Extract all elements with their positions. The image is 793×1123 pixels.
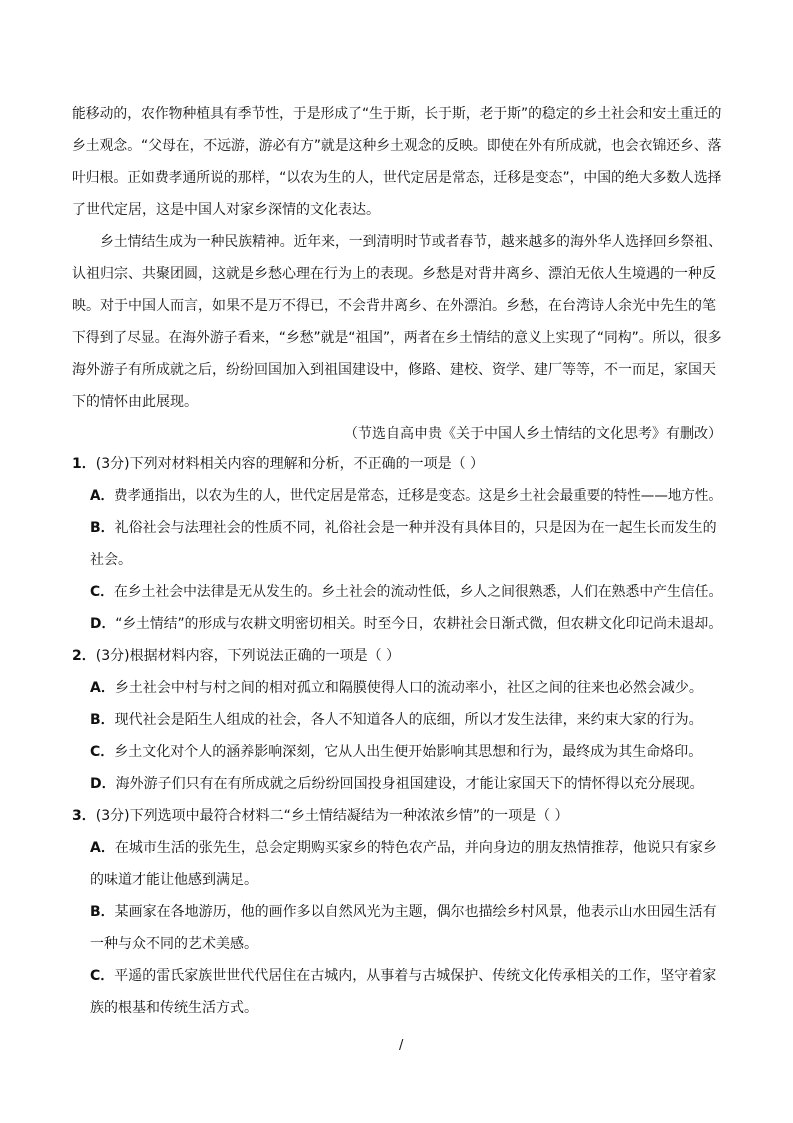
option-text: 某画家在各地游历，他的画作多以自然风光为主题，偶尔也描绘乡村风景，他表示山水田园生活有 — [114, 904, 717, 920]
option-a[interactable] — [90, 486, 722, 506]
option-label: C． — [90, 744, 115, 760]
option-c[interactable] — [90, 742, 702, 762]
question-text: (3分)下列对材料相关内容的理解和分析，不正确的一项是（ ） — [95, 456, 485, 472]
option-d[interactable] — [90, 614, 722, 634]
option-a[interactable] — [90, 678, 703, 698]
passage-line: 下的情怀由此展现。 — [72, 394, 198, 410]
option-a-continued: 的味道才能让他感到满足。 — [90, 872, 258, 888]
option-a[interactable] — [90, 838, 717, 858]
option-text: 在城市生活的张先生，总会定期购买家乡的特色农产品，并向身边的朋友热情推荐，他说只有家乡 — [114, 840, 717, 856]
option-b[interactable] — [90, 710, 703, 730]
question-text: (3分)下列选项中最符合材料二“乡土情结凝结为一种浓浓乡情”的一项是（ ） — [95, 808, 569, 824]
option-d[interactable] — [90, 774, 704, 794]
option-label: A． — [90, 840, 115, 856]
question-text: (3分)根据材料内容，下列说法正确的一项是（ ） — [95, 648, 401, 664]
page-footer: / — [399, 1038, 404, 1053]
option-text: 礼俗社会与法理社会的性质不同，礼俗社会是一种并没有具体目的，只是因为在一起生长而发生的 — [114, 520, 717, 536]
option-b[interactable] — [90, 518, 717, 538]
passage-line: 了世代定居，这是中国人对家乡深情的文化表达。 — [72, 202, 380, 218]
passage-line: 叶归根。正如费孝通所说的那样，“以农为生的人，世代定居是常态，迁移是变态”，中国的绝大多数人选择 — [72, 170, 722, 186]
option-label: C． — [90, 968, 115, 984]
option-text: 海外游子们只有在有所成就之后纷纷回国投身祖国建设，才能让家国天下的情怀得以充分展现。 — [115, 776, 704, 792]
option-text: 乡土社会中村与村之间的相对孤立和隔膜使得人口的流动率小，社区之间的往来也必然会减少。 — [114, 680, 703, 696]
passage-line: 下得到了尽显。在海外游子看来，“乡愁”就是“祖国”，两者在乡土情结的意义上实现了“同构”。所以，很多 — [72, 330, 722, 346]
option-b-continued: 一种与众不同的艺术美感。 — [90, 936, 258, 952]
passage-line: 乡土观念。“父母在，不远游，游必有方”就是这种乡土观念的反映。即使在外有所成就，也会衣锦还乡、落 — [72, 138, 722, 154]
option-label: B． — [90, 712, 115, 728]
option-label: B． — [90, 520, 115, 536]
question-stem — [72, 646, 400, 666]
option-text: 平遥的雷氏家族世世代代居住在古城内，从事着与古城保护、传统文化传承相关的工作，坚守着家 — [114, 968, 717, 984]
option-label: A． — [90, 680, 115, 696]
passage-line: 能移动的，农作物种植具有季节性，于是形成了“生于斯，长于斯，老于斯”的稳定的乡土社会和安土重迁的 — [72, 106, 722, 122]
passage-source: （节选自高申贵《关于中国人乡土情结的文化思考》有删改） — [344, 426, 722, 442]
question-number: 1． — [72, 456, 96, 472]
option-b[interactable] — [90, 902, 717, 922]
option-text: “乡土情结”的形成与农耕文明密切相关。时至今日，农耕社会日渐式微，但农耕文化印记尚未退却。 — [115, 616, 723, 632]
option-c[interactable] — [90, 966, 716, 986]
option-text: 乡土文化对个人的涵养影响深刻，它从人出生便开始影响其思想和行为，最终成为其生命烙印。 — [114, 744, 703, 760]
option-text: 费孝通指出，以农为生的人，世代定居是常态，迁移是变态。这是乡土社会最重要的特性——地方性。 — [113, 488, 722, 504]
option-c-continued: 族的根基和传统生活方式。 — [90, 1000, 258, 1016]
passage-line: 映。对于中国人而言，如果不是万不得已，不会背井离乡、在外漂泊。乡愁，在台湾诗人余光中先生的笔 — [72, 298, 716, 314]
question-number: 3． — [72, 808, 96, 824]
passage-line: 认祖归宗、共聚团圆，这就是乡愁心理在行为上的表现。乡愁是对背井离乡、漂泊无依人生境遇的一种反 — [72, 266, 716, 282]
passage-line: 乡土情结生成为一种民族精神。近年来，一到清明时节或者春节，越来越多的海外华人选择回乡祭祖、 — [100, 234, 722, 250]
option-label: C． — [90, 584, 114, 600]
question-number: 2． — [72, 648, 96, 664]
option-label: A． — [90, 488, 114, 504]
option-label: D． — [90, 616, 116, 632]
question-stem — [72, 454, 484, 474]
question-stem — [72, 806, 569, 826]
option-label: B． — [90, 904, 115, 920]
option-c[interactable] — [90, 582, 722, 602]
option-text: 现代社会是陌生人组成的社会，各人不知道各人的底细，所以才发生法律，来约束大家的行为。 — [114, 712, 703, 728]
option-label: D． — [90, 776, 116, 792]
passage-line: 海外游子有所成就之后，纷纷回国加入到祖国建设中，修路、建校、资学、建厂等等，不一而足，家国天 — [72, 362, 716, 378]
option-text: 在乡土社会中法律是无从发生的。乡土社会的流动性低，乡人之间很熟悉，人们在熟悉中产生信任。 — [113, 584, 723, 600]
option-b-continued: 社会。 — [90, 552, 132, 568]
